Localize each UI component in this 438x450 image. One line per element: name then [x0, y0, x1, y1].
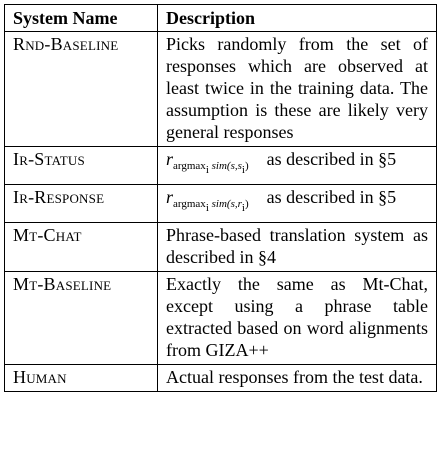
table-row	[5, 147, 437, 185]
table-row	[5, 32, 437, 147]
description-cell: Picks randomly from the set of responses which are observed at least twice in the training data. The assumption is these are likely very general responses	[158, 32, 437, 147]
description-cell	[158, 147, 437, 185]
description-text: as described in §5	[266, 149, 397, 169]
table-row	[5, 272, 437, 365]
systems-table	[4, 4, 437, 392]
header-description: Description	[158, 5, 437, 32]
system-name-cell: Ir-Status	[5, 147, 158, 185]
description-cell: Actual responses from the test data.	[158, 365, 437, 392]
system-name-cell: Ir-Response	[5, 185, 158, 223]
system-name-cell: Mt-Baseline	[5, 272, 158, 365]
system-name-cell: Rnd-Baseline	[5, 32, 158, 147]
formula: $r_{argmax_i sim(s,s_i)}$	[166, 149, 249, 176]
table-row	[5, 223, 437, 272]
header-system-name: System Name	[5, 5, 158, 32]
system-name-cell: Human	[5, 365, 158, 392]
description-cell: Exactly the same as Mt-Chat, except using a phrase table extracted based on word alignments from GIZA++	[158, 272, 437, 365]
system-name-cell: Mt-Chat	[5, 223, 158, 272]
header-row	[5, 5, 437, 32]
formula: $r_{argmax_i sim(s,r_i)}$	[166, 187, 249, 214]
description-text: as described in §5	[266, 187, 397, 207]
description-cell	[158, 185, 437, 223]
table-row	[5, 185, 437, 223]
table-row	[5, 365, 437, 392]
description-cell: Phrase-based translation system as described in §4	[158, 223, 437, 272]
